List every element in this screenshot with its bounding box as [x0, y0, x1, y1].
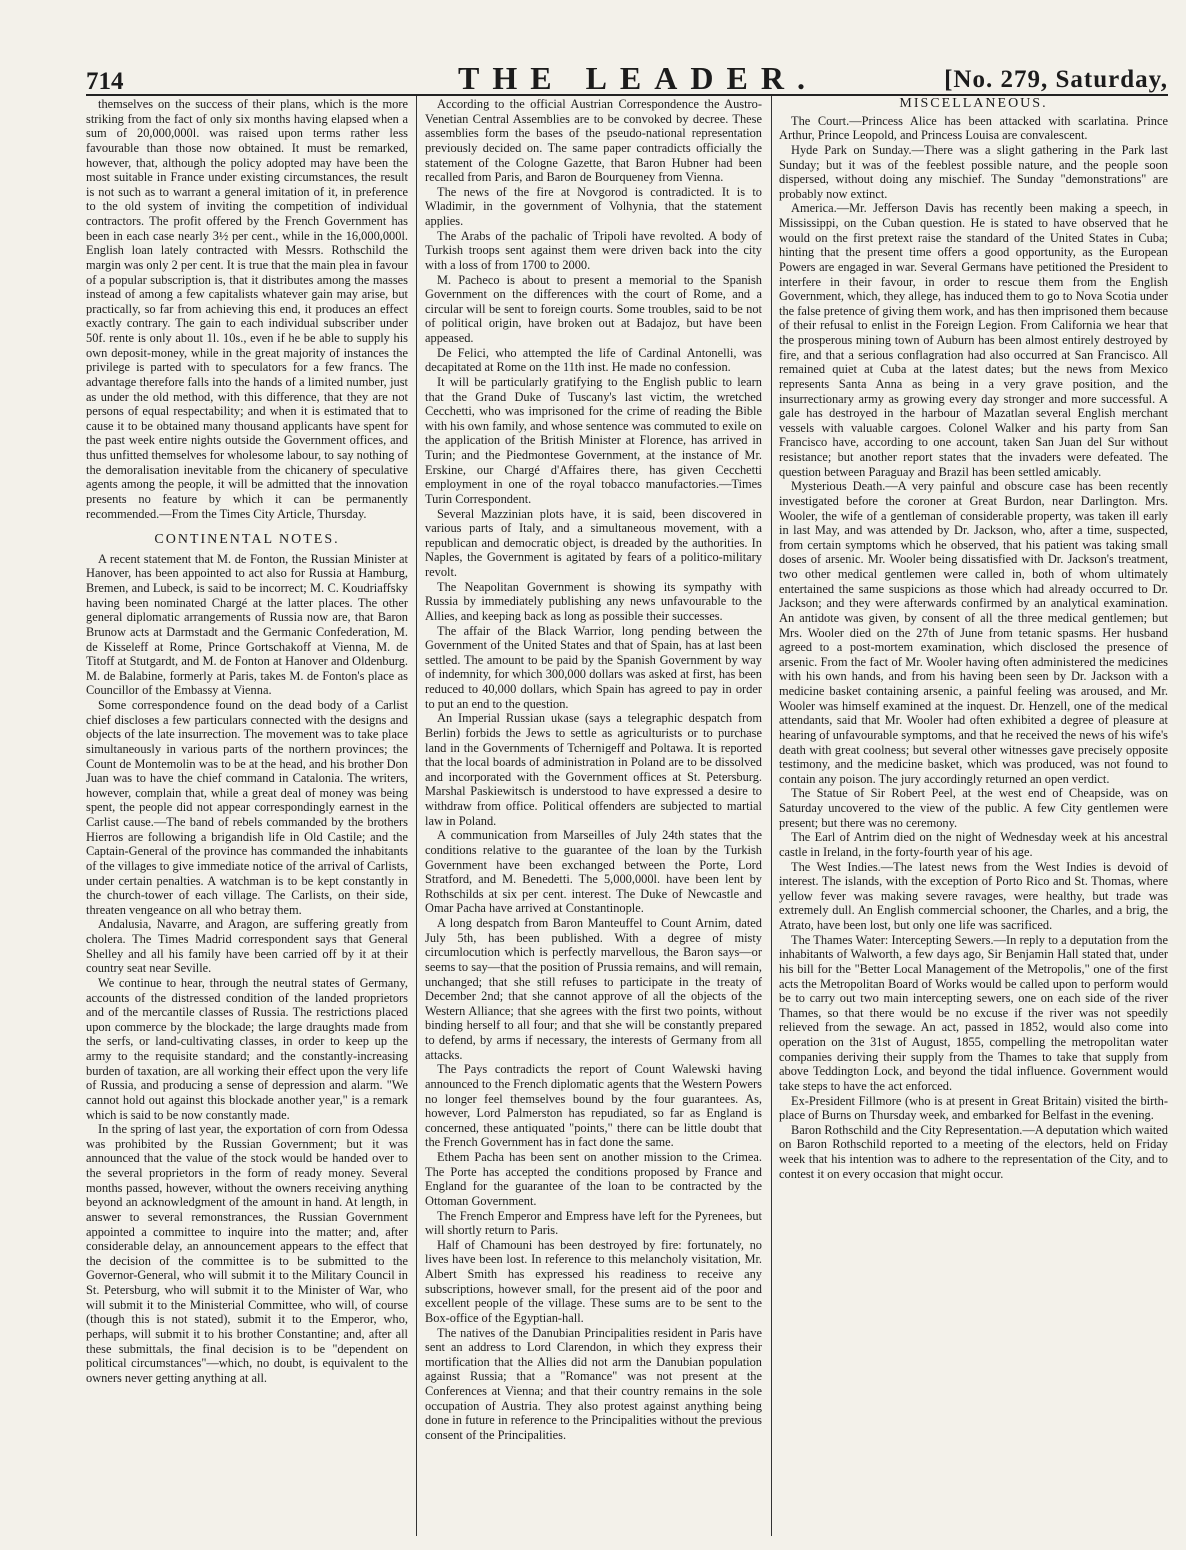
issue-info: [No. 279, Saturday, — [944, 66, 1168, 93]
article-paragraph: Ethem Pacha has been sent on another mission to the Crimea. The Porte has accepted the conditions proposed by France and England for the guarantee of the loan to be contracted by the Ottoman Government. — [425, 1150, 762, 1208]
column-divider — [416, 96, 417, 1536]
article-paragraph: The Statue of Sir Robert Peel, at the west end of Cheapside, was on Saturday uncovered to the view of the public. A few City gentlemen were present; but there was no ceremony. — [779, 786, 1168, 830]
article-paragraph: The Court.—Princess Alice has been attacked with scarlatina. Prince Arthur, Prince Leopold, and Princess Louisa are convalescent. — [779, 113, 1168, 143]
column-2 — [425, 97, 762, 1537]
article-paragraph: In the spring of last year, the exportation of corn from Odessa was prohibited by the Russian Government; but it was announced that the value of the stock would be handed over to the several proprietors in the form of ready money. Several months passed, however, without the owners receiving anything beyond an acknowledgment of the amount in hand. At length, in answer to several remonstrances, the Russian Government appointed a committee to inquire into the matter; and, after considerable delay, an announcement appears to the effect that the decision of the committee is to be submitted to the Governor-General, who will submit it to the Military Council in St. Petersburg, who will submit it to the Minister of War, who will submit it to the Ministerial Committee, who will, of course (though this is not stated), submit it to the Emperor, who, perhaps, will submit it to his brother Constantine; and, after all these submittals, the final decision is to be "dependent on political circumstances"—which, no doubt, is equivalent to the owners never getting anything at all. — [86, 1122, 408, 1385]
page-number: 714 — [86, 68, 124, 95]
article-paragraph: The news of the fire at Novgorod is contradicted. It is to Wladimir, in the government of Volhynia, that the statement applies. — [425, 184, 762, 228]
article-paragraph: The Pays contradicts the report of Count Walewski having announced to the French diplomatic agents that the Western Powers no longer feel themselves bound by the four guarantees. As, however, Lord Palmerston has repudiated, so far as England is concerned, these antiquated "points," there can be little doubt that the French Government has in fact done the same. — [425, 1062, 762, 1150]
article-paragraph: Hyde Park on Sunday.—There was a slight gathering in the Park last Sunday; but it was of the feeblest possible nature, and the people soon dispersed, without doing any mischief. The Sunday "demonstrations" are probably now extinct. — [779, 142, 1168, 201]
column-1 — [86, 97, 408, 1537]
article-paragraph: The Neapolitan Government is showing its sympathy with Russia by immediately publishing any news unfavourable to the Allies, and keeping back as long as possible their successes. — [425, 579, 762, 623]
section-heading-miscellaneous: MISCELLANEOUS. — [899, 97, 1048, 111]
article-paragraph: Several Mazzinian plots have, it is said, been discovered in various parts of Italy, and a simultaneous movement, with a republican and democratic object, is dreaded by the authorities. In Naples, the Government is agitated by fears of a politico-military revolt. — [425, 506, 762, 579]
column-divider — [771, 96, 772, 1536]
article-paragraph: A long despatch from Baron Manteuffel to Count Arnim, dated July 5th, has been published. With a degree of misty circumlocution which is perfectly marvellous, the Baron says—or seems to say—that the position of Prussia remains, and will remain, unchanged; that she still refuses to participate in the treaty of December 2nd; that she cannot approve of all the objects of the Western Alliance; that she agrees with the first two points, without binding herself to all four; and that she will be constantly prepared to defend, by arms if necessary, the interests of Germany from all attacks. — [425, 916, 762, 1062]
article-paragraph: themselves on the success of their plans, which is the more striking from the fact of only six months having elapsed when a sum of 20,000,000l. was raised upon terms rather less favourable than those now obtained. It must be remarked, however, that, although the policy adopted may have been the most suitable in France under existing circumstances, the result is not such as to warrant a general imitation of it, in preference to the old system of inviting the competition of individual contractors. The profit offered by the French Government has been in each case nearly 3½ per cent., while in the 16,000,000l. English loan lately contracted with Messrs. Rothschild the margin was only 2 per cent. It is true that the main plea in favour of a popular subscription is, that it distributes among the masses instead of among a few capitalists whatever gain may arise, but practically, so far from achieving this end, it produces an effect exactly contrary. The gain to each individual subscriber under 50f. rente is only about 1l. 10s., even if he be able to supply his own deposit-money, while in the great majority of instances the privilege is parted with to speculators for a few francs. The advantage therefore falls into the hands of a limited number, just as under the old method, with this difference, that they are not persons of equal respectability; and when it is estimated that to cause it to be obtained many thousand applicants have spent for the past week entire nights outside the Government offices, and thus unfitted themselves for wholesome labour, to say nothing of the demoralisation inevitable from the chicanery of speculative agents among the people, it will be admitted that the innovation presents no feature by which it can be permanently recommended.—From the Times City Article, Thursday. — [86, 97, 408, 521]
article-paragraph: The natives of the Danubian Principalities resident in Paris have sent an address to Lord Clarendon, in which they express their mortification that the Allies did not arm the Danubian population against Russia; that a "Romance" was not present at the Conferences at Vienna; and that their country remains in the sole occupation of Austria. They also protest against anything being done in future in reference to the Principalities without the previous consent of the Principalities. — [425, 1325, 762, 1442]
article-paragraph: M. Pacheco is about to present a memorial to the Spanish Government on the differences with the court of Rome, and a circular will be sent to foreign courts. Some troubles, said to be not of political origin, have broken out at Badajoz, but have been appeased. — [425, 272, 762, 345]
article-paragraph: The Thames Water: Intercepting Sewers.—In reply to a deputation from the inhabitants of Walworth, a few days ago, Sir Benjamin Hall stated that, under his bill for the "Better Local Management of the Metropolis," one of the first acts the Metropolitan Board of Works would be called upon to perform would be to carry out two main intercepting sewers, one on each side of the river Thames, so that there would be no excuse if the river was not speedily relieved from the sewage. An act, passed in 1852, would also come into operation on the 31st of August, 1855, compelling the metropolitan water companies deriving their supply from the Thames to take that supply from above Teddington Lock, and beyond the tidal influence. Government would take steps to have the act enforced. — [779, 932, 1168, 1093]
article-paragraph: The Arabs of the pachalic of Tripoli have revolted. A body of Turkish troops sent against them were driven back into the city with a loss of from 1700 to 2000. — [425, 228, 762, 272]
article-paragraph: It will be particularly gratifying to the English public to learn that the Grand Duke of Tuscany's last victim, the wretched Cecchetti, who was imprisoned for the crime of reading the Bible with his own family, and whose sentence was commuted to exile on the application of the British Minister at Florence, has arrived in Turin; and the Piedmontese Government, at the instance of Mr. Erskine, our Chargé d'Affaires there, has given Cecchetti employment in one of the royal tobacco manufactories.—Times Turin Correspondent. — [425, 374, 762, 506]
column-3 — [779, 97, 1168, 1537]
article-paragraph: De Felici, who attempted the life of Cardinal Antonelli, was decapitated at Rome on the 11th inst. He made no confession. — [425, 345, 762, 375]
section-heading-continental-notes: CONTINENTAL NOTES. — [154, 532, 340, 548]
article-paragraph: An Imperial Russian ukase (says a telegraphic despatch from Berlin) forbids the Jews to settle as agriculturists or to purchase land in the Governments of Tchernigeff and Poltawa. It is reported that the local boards of administration in Poland are to be dissolved and incorporated with the Government offices at St. Petersburg. Marshal Paskiewitsch is understood to have expressed a desire to withdraw from office. Political offenders are subjected to martial law in Poland. — [425, 711, 762, 828]
article-paragraph: The West Indies.—The latest news from the West Indies is devoid of interest. The islands, with the exception of Porto Rico and St. Thomas, where yellow fever was making severe ravages, were healthy, but trade was extremely dull. An English commercial schooner, the Charles, and a brig, the Atrato, have been lost, but only one life was sacrificed. — [779, 859, 1168, 932]
article-paragraph: The affair of the Black Warrior, long pending between the Government of the United States and that of Spain, has at last been settled. The amount to be paid by the Spanish Government by way of indemnity, for which 300,000 dollars was asked at first, has been reduced to 40,000 dollars, which Spain has agreed to pay in order to put an end to the question. — [425, 623, 762, 711]
masthead-rule — [86, 94, 1168, 96]
article-paragraph: The Earl of Antrim died on the night of Wednesday week at his ancestral castle in Ireland, in the forty-fourth year of his age. — [779, 830, 1168, 859]
article-paragraph: Half of Chamouni has been destroyed by fire: fortunately, no lives have been lost. In reference to this melancholy visitation, Mr. Albert Smith has expressed his readiness to receive any subscriptions, however small, for the present aid of the poor and excellent people of the village. These sums are to be sent to the Box-office of the Egyptian-hall. — [425, 1237, 762, 1325]
article-paragraph: Andalusia, Navarre, and Aragon, are suffering greatly from cholera. The Times Madrid correspondent says that General Shelley and all his family have been carried off by it at their country seat near Seville. — [86, 917, 408, 976]
article-paragraph: We continue to hear, through the neutral states of Germany, accounts of the distressed condition of the landed proprietors and of the mercantile classes of Russia. The restrictions placed upon commerce by the blockade; the large draughts made from the serfs, or land-cultivating classes, in order to keep up the army to the requisite standard; and the constantly-increasing burden of taxation, are all working their effect upon the very life of Russia, and producing a sense of depression and alarm. "We cannot hold out against this blockade another year," is a remark which is said to be now constantly made. — [86, 975, 408, 1122]
article-paragraph: A communication from Marseilles of July 24th states that the conditions relative to the guarantee of the loan by the Turkish Government have been exchanged between the Porte, Lord Stratford, and M. Benedetti. The 5,000,000l. have been lent by Rothschilds at six per cent. interest. The Duke of Newcastle and Omar Pacha have arrived at Constantinople. — [425, 828, 762, 916]
newspaper-title: THE LEADER. — [458, 60, 818, 96]
article-paragraph: A recent statement that M. de Fonton, the Russian Minister at Hanover, has been appointed to act also for Russia at Hamburg, Bremen, and Lubeck, is said to be incorrect; M. C. Koudriaffsky having been nominated Chargé at the latter places. The other general diplomatic arrangements of Russia now are, that Baron Brunow acts at Darmstadt and the Germanic Confederation, M. de Kisseleff at Rome, Prince Gortschakoff at Vienna, M. de Titoff at Stutgardt, and M. de Fonton at Hanover and Oldenburg. M. de Balabine, formerly at Paris, takes M. de Fonton's place as Councillor of the Embassy at Vienna. — [86, 551, 408, 698]
masthead — [86, 58, 1168, 96]
article-paragraph: Baron Rothschild and the City Representation.—A deputation which waited on Baron Rothschild reported to a meeting of the electors, held on Friday week that his intention was to adhere to the representation of the City, and to contest it on every occasion that might occur. — [779, 1122, 1168, 1181]
article-paragraph: Some correspondence found on the dead body of a Carlist chief discloses a few particulars connected with the designs and objects of the late insurrection. The movement was to take place simultaneously in various parts of the northern provinces; the Count de Montemolin was to be at the head, and his brother Don Juan was to have the chief command in Catalonia. The writers, however, complain that, while a great deal of money was being spent, the people did not appear correspondingly earnest in the Carlist cause.—The band of rebels commanded by the brothers Hierros are following a brigandish life in Old Castile; and the Captain-General of the province has commanded the inhabitants of the villages to give immediate notice of the arrival of Carlists, under certain penalties. A watchman is to be kept constantly in the church-tower of each village. The Carlists, on their side, threaten vengeance on all who betray them. — [86, 698, 408, 917]
article-paragraph: Ex-President Fillmore (who is at present in Great Britain) visited the birth-place of Burns on Thursday week, and embarked for Belfast in the evening. — [779, 1093, 1168, 1123]
article-paragraph: America.—Mr. Jefferson Davis has recently been making a speech, in Mississippi, on the Cuban question. He is stated to have observed that he would on the first pretext raise the standard of the United States in Cuba; hinting that the present time offers a good opportunity, as the European Powers are engaged in war. Several Germans have petitioned the President to interfere in their favour, in order to rescue them from the English Government, which, they allege, has induced them to go to Nova Scotia under the false pretence of giving them work, and has then imprisoned them because of their refusal to enlist in the Foreign Legion. From California we hear that the prosperous mining town of Auburn has been almost entirely destroyed by fire, and that a serious conflagration had also occurred at San Francisco. All remained quiet at Cuba at the latest dates; but the news from Mexico represents Santa Anna as being in a very grave position, and the insurrectionary army as growing every day stronger and more successful. A gale has destroyed in the harbour of Mazatlan several English merchant vessels with valuable cargoes. Colonel Walker and his party from San Francisco have, according to one account, taken San Juan del Sur without resistance; but another report states that the invaders were defeated. The question between Paraguay and Brazil has been settled amicably. — [779, 201, 1168, 479]
article-paragraph: The French Emperor and Empress have left for the Pyrenees, but will shortly return to Paris. — [425, 1208, 762, 1238]
article-paragraph: According to the official Austrian Correspondence the Austro-Venetian Central Assemblies are to be convoked by decree. These assemblies form the bases of the pseudo-national representation previously decided on. The same paper contradicts officially the statement of the Cologne Gazette, that Baron Hubner had been recalled from Paris, and Baron de Bourqueney from Vienna. — [425, 97, 762, 185]
article-paragraph: Mysterious Death.—A very painful and obscure case has been recently investigated before the coroner at Great Burdon, near Darlington. Mrs. Wooler, the wife of a gentleman of considerable property, was taken ill early in last May, and was attended by Dr. Jackson, who, after a time, suspected, from certain symptoms which he observed, that his patient was taking small doses of arsenic. Mr. Wooler being dissatisfied with Dr. Jackson's treatment, two other medical gentlemen were called in, both of whom ultimately entertained the same suspicions as those which had already occurred to Dr. Jackson; and they were afterwards confirmed by an analytical examination. An antidote was given, by consent of all the three medical gentlemen; but Mrs. Wooler died on the 27th of June from tetanic spasms. Her husband agreed to a post-mortem examination, which disclosed the presence of arsenic. From the fact of Mr. Wooler having often administered the medicines with his own hands, and from his having been seen by Dr. Jackson with a medicine basket containing arsenic, a painful feeling was aroused, and Mr. Wooler was himself examined at the inquest. Dr. Henzell, one of the medical attendants, said that Mr. Wooler had often exhibited a degree of pleasure at hearing of unfavourable symptoms, and that he received the news of his wife's death with great coolness; but several other witnesses gave precisely opposite testimony, and the medicine basket, which was produced, was not found to contain any poison. The jury accordingly returned an open verdict. — [779, 479, 1168, 786]
